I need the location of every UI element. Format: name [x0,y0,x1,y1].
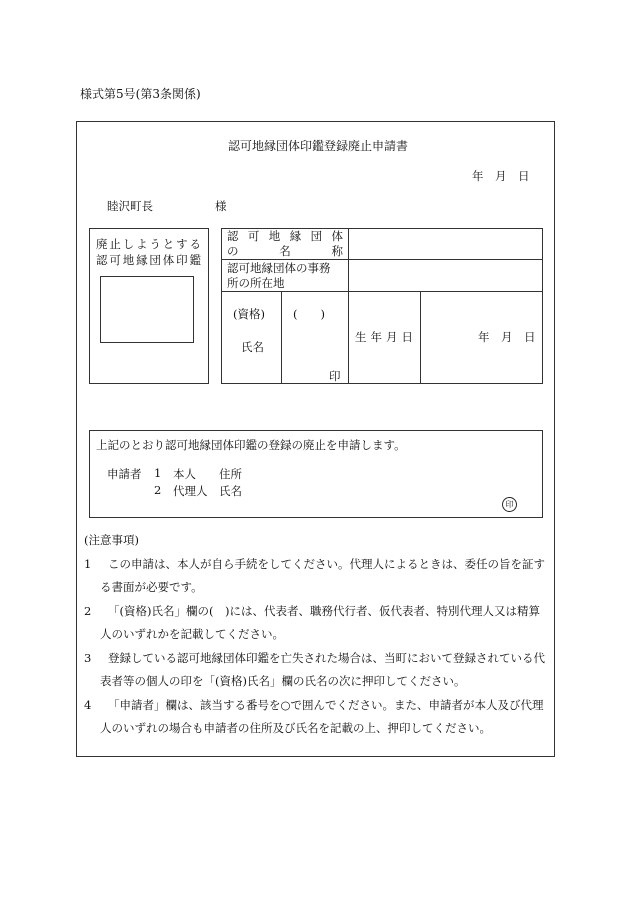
note-item [84,694,550,740]
form-title: 認可地縁団体印鑑登録廃止申請書 [228,139,409,153]
option-2-number[interactable]: 2 [154,483,162,497]
org-name-label-line2: の 名 称 [227,244,343,258]
table-col-divider [420,291,421,384]
note-text-line2: 人のいずれかを記載してください。 [100,627,284,641]
name-field-label: 氏名 [219,484,242,498]
seal-label-line2: 認可地縁団体印鑑 [96,253,201,267]
option-1-number[interactable]: 1 [154,466,162,480]
notes-heading: (注意事項) [84,533,139,547]
dob-label: 生年月日 [355,330,413,344]
seal-mark-label: 印 [329,369,341,383]
dob-value-field[interactable]: 年 月 日 [478,330,536,344]
table-col-divider [281,291,282,384]
note-text-line1: 「(資格)氏名」欄の( )には、代表者、職務代行者、仮代表者、特別代理人又は精算 [108,604,540,618]
note-text-line1: この申請は、本人が自ら手続をしてください。代理人によるときは、委任の旨を証す [108,557,545,571]
office-label-line1: 認可地縁団体の事務 [227,261,331,275]
note-text-line2: 人のいずれの場合も申請者の住所及び氏名を記載の上、押印してください。 [100,721,491,735]
note-number: 1 [84,557,92,571]
seal-impression-box[interactable] [100,276,194,343]
addressee-honorific: 様 [215,199,227,213]
note-item [84,647,550,693]
note-number: 3 [84,651,92,665]
office-address-field[interactable] [349,260,542,291]
seal-label-line1: 廃止しようとする [96,237,201,251]
table-col-divider [348,291,349,384]
address-label: 住所 [219,467,242,481]
form-number-label: 様式第5号(第3条関係) [80,87,201,101]
applicant-label: 申請者 [107,467,142,481]
circled-seal-icon: 印 [502,497,517,512]
option-2-label: 代理人 [173,484,208,498]
note-number: 4 [84,698,92,712]
note-text-line2: 表者等の個人の印を「(資格)氏名」欄の氏名の次に押印してください。 [100,674,466,688]
addressee-name: 睦沢町長 [107,199,153,213]
note-item [84,600,550,646]
note-text-line1: 「申請者」欄は、該当する番号を○で囲んでください。また、申請者が本人及び代理 [108,698,544,712]
qualification-label: (資格) [233,307,265,321]
note-text-line1: 登録している認可地縁団体印鑑を亡失された場合は、当町において登録されている代 [108,651,545,665]
org-name-label-line1: 認可地縁団体 [227,229,343,243]
name-label: 氏名 [241,340,264,354]
office-label-line2: 所の所在地 [227,276,285,290]
date-line[interactable]: 年 月 日 [472,169,530,183]
option-1-label: 本人 [173,467,196,481]
note-number: 2 [84,604,92,618]
table-row-divider [221,291,543,292]
application-statement: 上記のとおり認可地縁団体印鑑の登録の廃止を申請します。 [96,438,406,452]
qualification-paren-field[interactable]: ( ) [293,307,325,321]
note-item [84,553,550,599]
note-text-line2: る書面が必要です。 [100,580,203,594]
org-name-field[interactable] [349,229,542,259]
